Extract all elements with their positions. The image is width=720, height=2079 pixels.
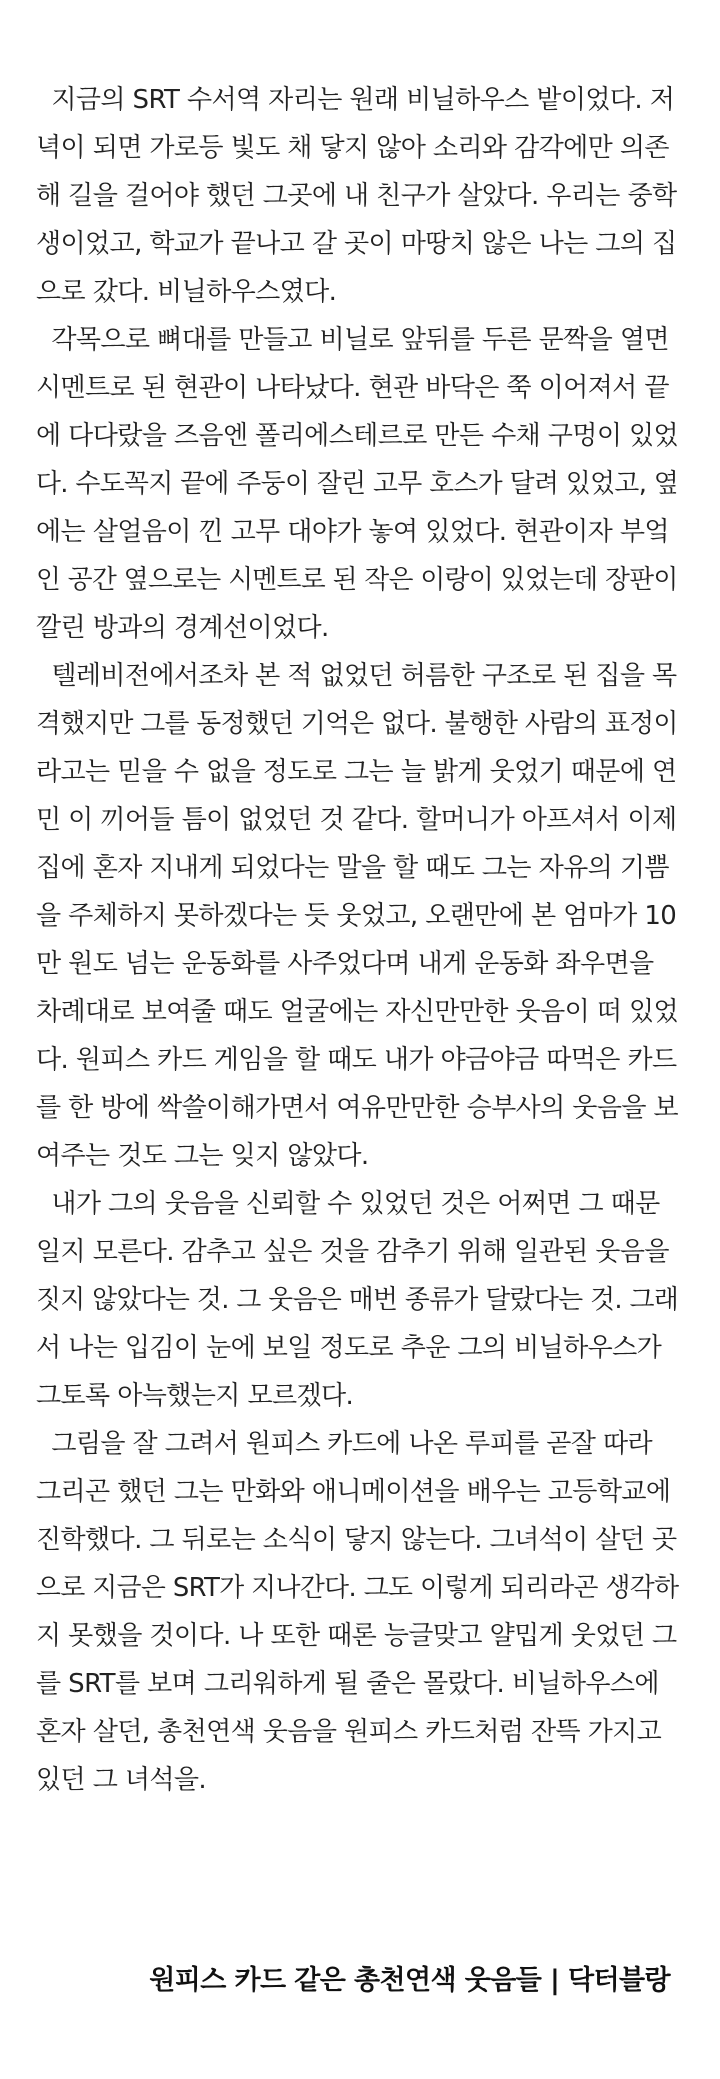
essay-line: 일지 모른다. 감추고 싶은 것을 감추기 위해 일관된 웃음을 <box>36 1237 669 1267</box>
essay-line: 만 원도 넘는 운동화를 사주었다며 내게 운동화 좌우면을 <box>36 949 654 979</box>
essay-line: 격했지만 그를 동정했던 기억은 없다. 불행한 사람의 표정이 <box>36 709 678 739</box>
essay-line: 깔린 방과의 경계선이었다. <box>36 613 329 643</box>
essay-line: 그림을 잘 그려서 원피스 카드에 나온 루피를 곧잘 따라 <box>36 1429 652 1459</box>
essay-line: 그토록 아늑했는지 모르겠다. <box>36 1381 354 1411</box>
essay-line: 지 못했을 것이다. 나 또한 때론 능글맞고 얄밉게 웃었던 그 <box>36 1621 677 1651</box>
essay-line: 집에 혼자 지내게 되었다는 말을 할 때도 그는 자유의 기쁨 <box>36 853 669 883</box>
essay-line: 에는 살얼음이 낀 고무 대야가 놓여 있었다. 현관이자 부엌 <box>36 517 669 547</box>
essay-line: 차례대로 보여줄 때도 얼굴에는 자신만만한 웃음이 떠 있었 <box>36 997 679 1027</box>
essay-line: 민 이 끼어들 틈이 없었던 것 같다. 할머니가 아프셔서 이제 <box>36 805 677 835</box>
essay-line: 있던 그 녀석을. <box>36 1765 207 1795</box>
essay-line: 각목으로 뼈대를 만들고 비닐로 앞뒤를 두른 문짝을 열면 <box>36 325 669 355</box>
essay-line: 시멘트로 된 현관이 나타났다. 현관 바닥은 쭉 이어져서 끝 <box>36 373 669 403</box>
essay-line: 짓지 않았다는 것. 그 웃음은 매번 종류가 달랐다는 것. 그래 <box>36 1285 679 1315</box>
essay-line: 인 공간 옆으로는 시멘트로 된 작은 이랑이 있었는데 장판이 <box>36 565 678 595</box>
essay-line: 생이었고, 학교가 끝나고 갈 곳이 마땅치 않은 나는 그의 집 <box>36 229 677 259</box>
essay-line: 진학했다. 그 뒤로는 소식이 닿지 않는다. 그녀석이 살던 곳 <box>36 1525 677 1555</box>
essay-line: 를 SRT를 보며 그리워하게 될 줄은 몰랐다. 비닐하우스에 <box>36 1669 659 1699</box>
essay-line: 라고는 믿을 수 없을 정도로 그는 늘 밝게 웃었기 때문에 연 <box>36 757 677 787</box>
essay-line: 을 주체하지 못하겠다는 듯 웃었고, 오랜만에 본 엄마가 10 <box>36 901 677 931</box>
essay-body <box>36 76 678 1804</box>
essay-line: 서 나는 입김이 눈에 보일 정도로 추운 그의 비닐하우스가 <box>36 1333 662 1363</box>
essay-line: 녁이 되면 가로등 빛도 채 닿지 않아 소리와 감각에만 의존 <box>36 133 669 163</box>
essay-line: 내가 그의 웃음을 신뢰할 수 있었던 것은 어쩌면 그 때문 <box>36 1189 660 1219</box>
essay-line: 해 길을 걸어야 했던 그곳에 내 친구가 살았다. 우리는 중학 <box>36 181 677 211</box>
essay-line: 으로 갔다. 비닐하우스였다. <box>36 277 337 307</box>
essay-line: 를 한 방에 싹쓸이해가면서 여유만만한 승부사의 웃음을 보 <box>36 1093 679 1123</box>
essay-line: 여주는 것도 그는 잊지 않았다. <box>36 1141 369 1171</box>
essay-line: 그리곤 했던 그는 만화와 애니메이션을 배우는 고등학교에 <box>36 1477 671 1507</box>
essay-line: 혼자 살던, 총천연색 웃음을 원피스 카드처럼 잔뜩 가지고 <box>36 1717 662 1747</box>
essay-line: 에 다다랐을 즈음엔 폴리에스테르로 만든 수채 구멍이 있었 <box>36 421 679 451</box>
essay-line: 지금의 SRT 수서역 자리는 원래 비닐하우스 밭이었다. 저 <box>36 85 675 115</box>
essay-title-author: 원피스 카드 같은 총천연색 웃음들 | 닥터블랑 <box>149 1965 670 1996</box>
essay-line: 다. 수도꼭지 끝에 주둥이 잘린 고무 호스가 달려 있었고, 옆 <box>36 469 679 499</box>
essay-line: 다. 원피스 카드 게임을 할 때도 내가 야금야금 따먹은 카드 <box>36 1045 677 1075</box>
essay-line: 텔레비전에서조차 본 적 없었던 허름한 구조로 된 집을 목 <box>36 661 677 691</box>
essay-line: 으로 지금은 SRT가 지나간다. 그도 이렇게 되리라곤 생각하 <box>36 1573 679 1603</box>
